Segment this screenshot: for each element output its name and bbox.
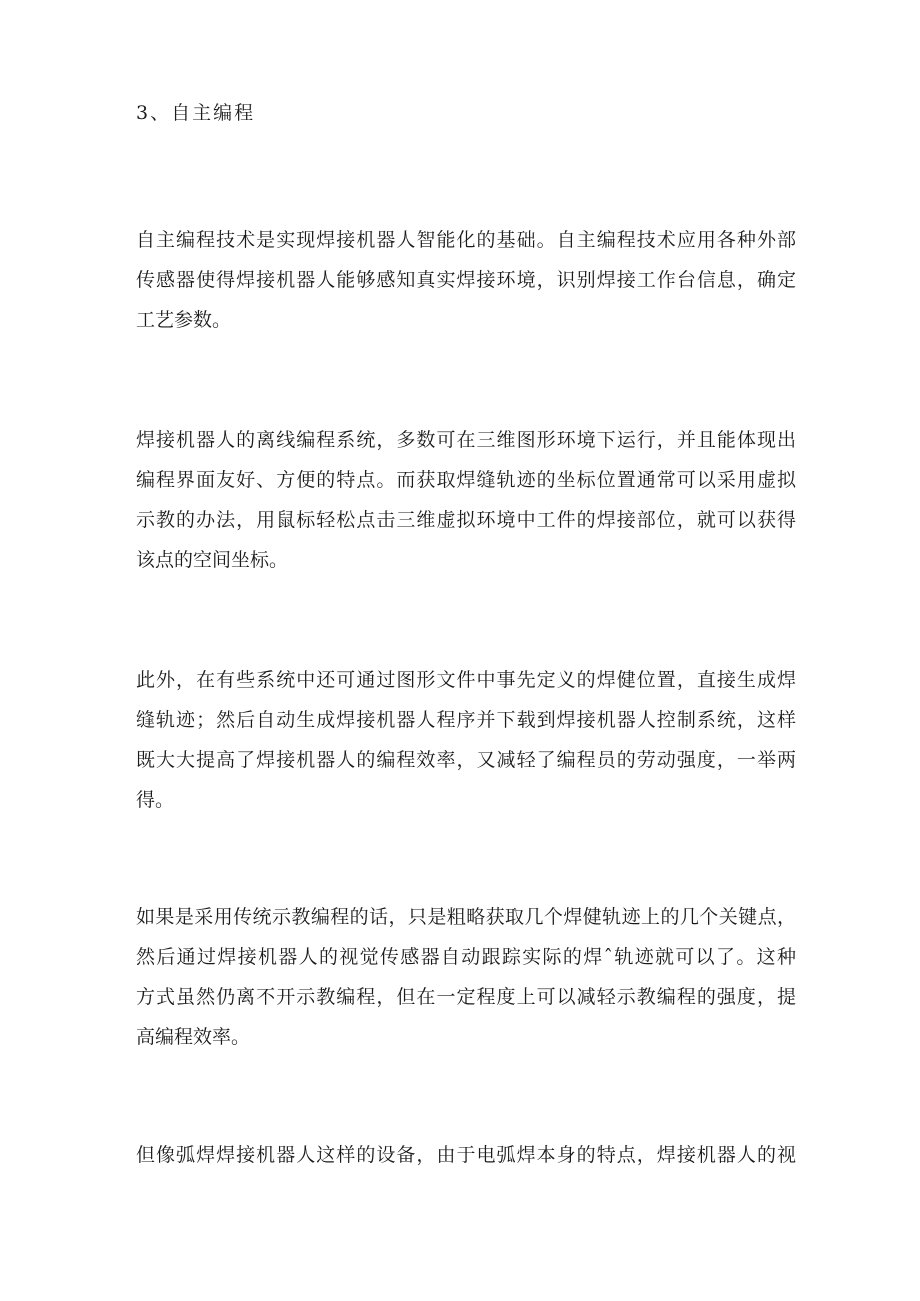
paragraph-line: 编程界面友好、方便的特点。而获取焊缝轨迹的坐标位置通常可以采用虚拟	[136, 469, 796, 491]
paragraph-line: 方式虽然仍离不开示教编程，但在一定程度上可以减轻示教编程的强度，提	[136, 986, 796, 1008]
section-heading: 3、自主编程	[136, 102, 256, 124]
paragraph-line: 高编程效率。	[136, 1026, 251, 1048]
paragraph-line: 缝轨迹；然后自动生成焊接机器人程序并下载到焊接机器人控制系统，这样	[136, 709, 796, 731]
paragraph-line: 得。	[136, 789, 175, 811]
paragraph-offline-programming	[136, 420, 796, 580]
paragraph-line: 但像弧焊焊接机器人这样的设备，由于电弧焊本身的特点，焊接机器人的视	[136, 1144, 796, 1166]
paragraph-line: 然后通过焊接机器人的视觉传感器自动跟踪实际的焊ˆ轨迹就可以了。这种	[136, 946, 796, 968]
paragraph-line: 如果是采用传统示教编程的话，只是粗略获取几个焊健轨迹上的几个关键点，	[136, 906, 796, 928]
paragraph-line: 该点的空间坐标。	[136, 549, 289, 571]
paragraph-line: 工艺参数。	[136, 309, 232, 331]
paragraph-line: 此外，在有些系统中还可通过图形文件中事先定义的焊健位置，直接生成焊	[136, 669, 796, 691]
paragraph-line: 既大大提高了焊接机器人的编程效率，又减轻了编程员的劳动强度，一举两	[136, 749, 796, 771]
paragraph-line: 焊接机器人的离线编程系统，多数可在三维图形环境下运行，并且能体现出	[136, 429, 796, 451]
paragraph-graphic-file-weld	[136, 660, 796, 820]
paragraph-line: 传感器使得焊接机器人能够感知真实焊接环境，识别焊接工作台信息，确定	[136, 269, 796, 291]
paragraph-line: 自主编程技术是实现焊接机器人智能化的基础。自主编程技术应用各种外部	[136, 229, 796, 251]
paragraph-arc-welding	[136, 1135, 796, 1175]
paragraph-autonomous-programming	[136, 220, 796, 340]
paragraph-traditional-teaching	[136, 897, 796, 1057]
paragraph-line: 示教的办法，用鼠标轻松点击三维虚拟环境中工件的焊接部位，就可以获得	[136, 509, 796, 531]
